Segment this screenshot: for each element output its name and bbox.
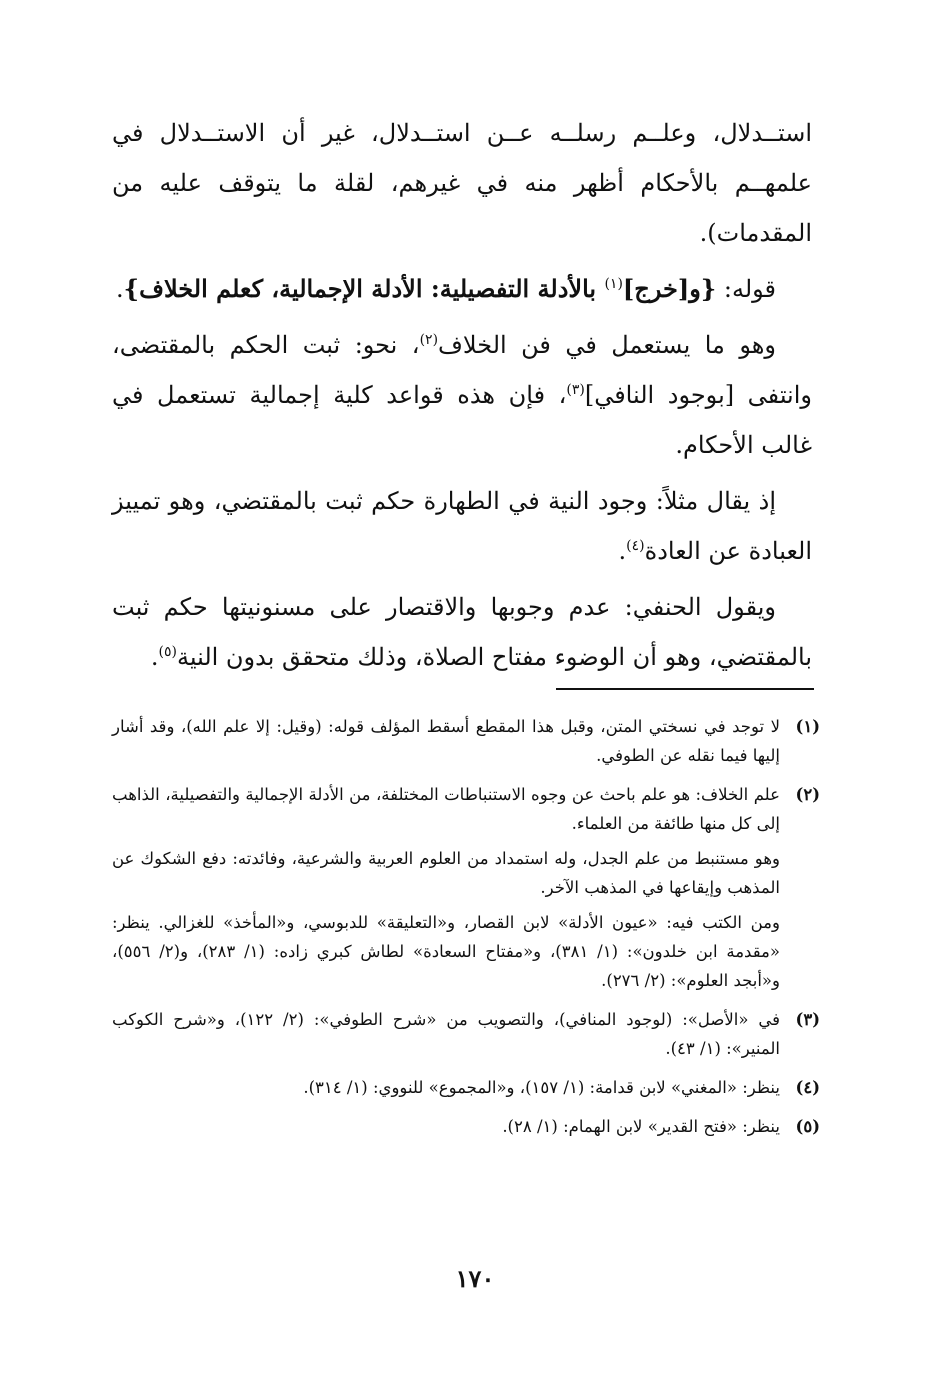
footnote-text: ينظر: «المغني» لابن قدامة: (١/ ١٥٧)، و«المجموع» للنووي: (١/ ٣١٤). — [303, 1078, 780, 1097]
footnote-number: (٤) — [795, 1078, 820, 1097]
footnote-1 — [112, 712, 820, 776]
footnote-5 — [112, 1112, 820, 1147]
page-number: ١٧٠ — [455, 1264, 495, 1293]
footnote-number: (١) — [795, 717, 820, 736]
footnote-text: ينظر: «فتح القدير» لابن الهمام: (١/ ٢٨). — [502, 1117, 780, 1136]
footnote-number: (٢) — [795, 785, 820, 804]
footnote-body — [112, 1005, 780, 1069]
footnote-number: (٥) — [795, 1117, 820, 1136]
footnote-4 — [112, 1073, 820, 1108]
quoted-text-end: بالأدلة التفصيلية: الأدلة الإجمالية، كعلم الخلاف} — [123, 274, 605, 303]
footnotes-section — [112, 712, 820, 1151]
footnote-ref-3: (٣) — [566, 382, 585, 398]
paragraph-2: قوله: {و[خرج]$^{(١)}$ بالأدلة التفصيلية: الأدلة الإجمالية، كعلم الخلاف}. — [116, 274, 776, 303]
main-text-body — [112, 108, 812, 688]
paragraph-4: إذ يقال مثلاً: وجود النية في الطهارة حكم ثبت بالمقتضي، وهو تمييز العبادة عن العادة$^{(٤)}$. — [112, 487, 812, 565]
paragraph-5: ويقول الحنفي: عدم وجوبها والاقتصار على مسنونيتها حكم ثبت بالمقتضي، وهو أن الوضوء مفتاح الصلاة، وذلك متحقق بدون النية$^{(٥)}$. — [112, 593, 812, 671]
footnote-ref-2: (٢) — [419, 332, 439, 348]
footnote-ref-5: (٥) — [158, 644, 177, 660]
footnote-body — [112, 1073, 780, 1108]
footnote-body — [112, 1112, 780, 1147]
footnote-3 — [112, 1005, 820, 1069]
footnote-body — [112, 780, 780, 1001]
footnote-text: علم الخلاف: هو علم باحث عن وجوه الاستنباطات المختلفة، من الأدلة الإجمالية والتفصيلية، الذاهب إلى كل منها طائفة من العلماء. — [112, 785, 780, 833]
footnote-ref-1: (١) — [604, 276, 623, 292]
paragraph-3: وهو ما يستعمل في فن الخلاف$^{(٢)}$، نحو: ثبت الحكم بالمقتضى، وانتفى [بوجود النافي]$^{(٣)}$، فإن هذه قواعد كلية إجمالية تستعمل في غالب الأحكام. — [112, 331, 812, 459]
footnote-separator — [556, 688, 814, 690]
footnote-ref-4: (٤) — [626, 538, 645, 554]
footnote-text: لا توجد في نسختي المتن، وقبل هذا المقطع أسقط المؤلف قوله: (وقيل: إلا علم الله)، وقد أشار إليها فيما نقله عن الطوفي. — [112, 717, 780, 765]
paragraph-1: استــدلال، وعلــم رسلــه عــن استــدلال، غير أن الاستــدلال في علمهــم بالأحكام أظهر منه في غيرهم، لقلة ما يتوقف عليه من المقدمات). — [112, 119, 812, 247]
footnote-text: في «الأصل»: (لوجود المنافي)، والتصويب من «شرح الطوفي»: (٢/ ١٢٢)، و«شرح الكوكب المنير»: (١/ ٤٣). — [112, 1010, 780, 1058]
quoted-text-start: {و[خرج] — [622, 274, 717, 303]
footnote-number: (٣) — [795, 1010, 820, 1029]
footnote-2 — [112, 780, 820, 1001]
footnote-body — [112, 712, 780, 776]
footnote-text: ومن الكتب فيه: «عيون الأدلة» لابن القصار، و«التعليقة» للدبوسي، و«المأخذ» للغزالي. ينظر: «مقدمة ابن خلدون»: (١/ ٣٨١)، و«مفتاح السعادة» لطاش كبري زاده: (١/ ٢٨٣)، و(٢/ ٥٥٦)، و«أبجد العلوم»: (٢/ ٢٧٦). — [112, 913, 780, 990]
footnote-text: وهو مستنبط من علم الجدل، وله استمداد من العلوم العربية والشرعية، وفائدته: دفع الشكوك عن المذهب وإيقاعها في المذهب الآخر. — [112, 849, 780, 897]
